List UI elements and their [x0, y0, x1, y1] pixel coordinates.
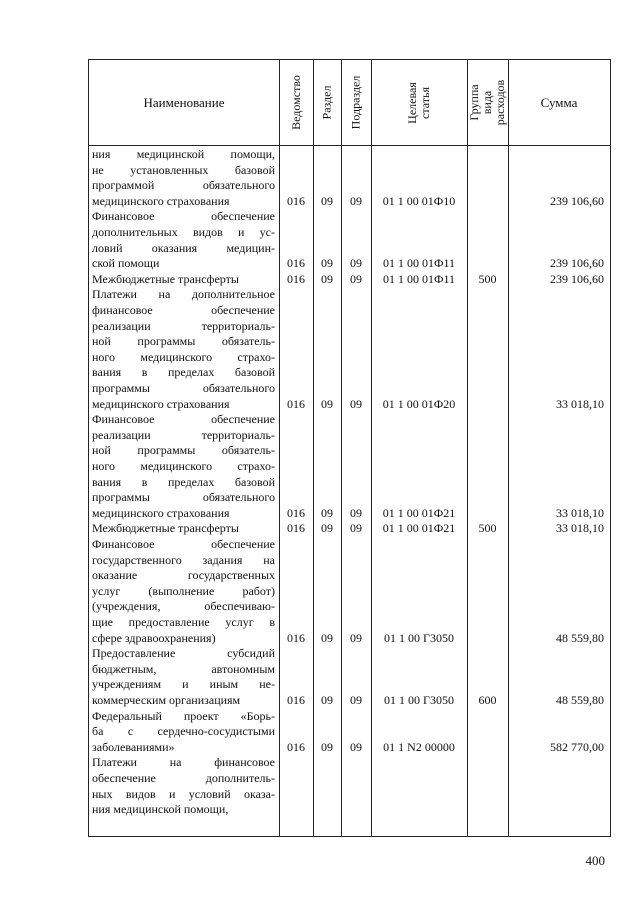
row-vedomstvo: 016 [287, 271, 305, 286]
row-name-line: ной программы обязатель- [92, 443, 275, 458]
row-razdel: 09 [321, 693, 333, 707]
row-summa: 48 559,80 [556, 693, 604, 707]
row-name-line: бюджетным, автономным [92, 661, 275, 676]
row-name [92, 209, 275, 271]
row-summa: 239 106,60 [550, 256, 604, 271]
row-name [92, 521, 275, 537]
row-name-line: ния медицинской помощи, [92, 802, 229, 817]
row-summa: 33 018,10 [556, 396, 604, 411]
row-name-line: щие предоставление услуг в [92, 614, 275, 629]
row-podrazdel: 09 [350, 693, 362, 707]
column-divider [371, 60, 372, 836]
row-name-line: медицинского страхования [92, 396, 230, 411]
row-name-line: заболеваниями» [92, 739, 175, 754]
row-name-line: Финансовое обеспечение [92, 209, 275, 224]
row-podrazdel: 09 [350, 505, 362, 520]
header-divider [89, 145, 610, 146]
row-name-line: программой обязательного [92, 178, 275, 193]
column-divider [467, 60, 468, 836]
row-name-line: обеспечение дополнитель- [92, 770, 275, 785]
row-name-line: медицинского страхования [92, 193, 230, 208]
row-summa: 33 018,10 [556, 505, 604, 520]
row-name [92, 709, 275, 756]
row-celevaya-statya: 01 1 00 01Ф21 [382, 521, 456, 536]
row-vedomstvo: 016 [287, 521, 305, 536]
row-name-line: ба с сердечно-сосудистыми [92, 724, 275, 739]
row-name-line: учреждениям и иным не- [92, 677, 275, 692]
row-name-line: сфере здравоохранения) [92, 630, 216, 645]
row-name-line: ных видов и условий оказа- [92, 786, 275, 801]
row-vedomstvo: 016 [287, 193, 305, 208]
column-divider [279, 60, 280, 836]
row-name-line: дополнительных видов и ус- [92, 224, 275, 239]
row-name-line: государственного задания на [92, 552, 275, 567]
row-celevaya-statya: 01 1 00 01Ф10 [382, 193, 456, 208]
budget-table [88, 59, 611, 837]
row-podrazdel: 09 [350, 271, 362, 286]
row-name-line: услуг (выполнение работ) [92, 583, 275, 598]
row-podrazdel: 09 [350, 739, 362, 754]
row-name-line: Межбюджетные трансферты [92, 521, 239, 536]
row-name [92, 147, 275, 209]
row-name-line: Платежи на дополнительное [92, 287, 275, 302]
row-vedomstvo: 016 [287, 396, 305, 411]
row-celevaya-statya: 01 1 00 01Ф11 [382, 271, 456, 286]
row-name [92, 755, 275, 817]
column-divider [508, 60, 509, 836]
column-divider [341, 60, 342, 836]
row-podrazdel: 09 [350, 521, 362, 536]
row-name [92, 287, 275, 412]
column-divider [313, 60, 314, 836]
row-name-line: программы обязательного [92, 490, 275, 505]
row-vedomstvo: 016 [287, 505, 305, 520]
row-summa: 33 018,10 [556, 521, 604, 536]
row-name [92, 646, 275, 708]
row-summa: 582 770,00 [550, 739, 604, 754]
row-gruppa: 600 [478, 693, 497, 707]
row-name-line: ного медицинского страхо- [92, 349, 275, 364]
row-name-line: реализации территориаль- [92, 318, 275, 333]
row-name-line: Предоставление субсидий [92, 646, 275, 661]
header-vedomstvo: Ведомство [288, 75, 303, 130]
row-razdel: 09 [321, 630, 333, 645]
row-razdel: 09 [321, 521, 333, 536]
row-vedomstvo: 016 [287, 739, 305, 754]
row-razdel: 09 [321, 271, 333, 286]
row-name-line: ного медицинского страхо- [92, 458, 275, 473]
row-razdel: 09 [321, 193, 333, 208]
row-name-line: Платежи на финансовое [92, 755, 275, 770]
row-name-line: коммерческим организациям [92, 692, 241, 707]
row-name-line: вания в пределах базовой [92, 365, 275, 380]
row-summa: 239 106,60 [550, 271, 604, 286]
row-name-line: вания в пределах базовой [92, 474, 275, 489]
row-celevaya-statya: 01 1 00 Г3050 [384, 630, 454, 645]
row-name-line: программы обязательного [92, 380, 275, 395]
row-vedomstvo: 016 [287, 693, 305, 707]
row-name-line: Финансовое обеспечение [92, 412, 275, 427]
row-name-line: Межбюджетные трансферты [92, 271, 239, 286]
row-summa: 48 559,80 [556, 630, 604, 645]
row-podrazdel: 09 [350, 193, 362, 208]
row-celevaya-statya: 01 1 N2 00000 [383, 739, 455, 754]
header-summa: Сумма [540, 94, 578, 110]
row-gruppa: 500 [478, 521, 497, 536]
row-gruppa: 500 [478, 271, 497, 286]
row-name-line: Федеральный проект «Борь- [92, 708, 275, 723]
header-gruppa-vida-rashodov: Группа вида расходов [467, 79, 507, 126]
row-podrazdel: 09 [350, 630, 362, 645]
row-name-line: не установленных базовой [92, 162, 275, 177]
header-celevaya-statya: Целевая статья [405, 81, 432, 124]
page-number: 400 [585, 853, 605, 868]
row-celevaya-statya: 01 1 00 01Ф11 [382, 256, 456, 271]
row-name-line: (учреждения, обеспечиваю- [92, 599, 275, 614]
row-name-line: медицинского страхования [92, 505, 230, 520]
row-name-line: оказание государственных [92, 568, 275, 583]
row-name [92, 272, 275, 288]
row-summa: 239 106,60 [550, 193, 604, 208]
row-vedomstvo: 016 [287, 256, 305, 271]
row-razdel: 09 [321, 739, 333, 754]
header-name: Наименование [143, 94, 225, 110]
row-vedomstvo: 016 [287, 630, 305, 645]
row-celevaya-statya: 01 1 00 Г3050 [384, 693, 454, 707]
row-name-line: Финансовое обеспечение [92, 537, 275, 551]
row-name-line: реализации территориаль- [92, 427, 275, 442]
row-name-line: ской помощи [92, 256, 160, 271]
row-razdel: 09 [321, 256, 333, 271]
header-podrazdel: Подраздел [348, 75, 363, 130]
row-podrazdel: 09 [350, 256, 362, 271]
row-razdel: 09 [321, 505, 333, 520]
row-celevaya-statya: 01 1 00 01Ф21 [382, 505, 456, 520]
row-name-line: ния медицинской помощи, [92, 147, 275, 161]
row-celevaya-statya: 01 1 00 01Ф20 [382, 396, 456, 411]
row-name-line: ловий оказания медицин- [92, 240, 275, 255]
row-podrazdel: 09 [350, 396, 362, 411]
row-name [92, 412, 275, 521]
row-name-line: финансовое обеспечение [92, 302, 275, 317]
row-name [92, 537, 275, 646]
row-razdel: 09 [321, 396, 333, 411]
header-razdel: Раздел [319, 85, 334, 120]
row-name-line: ной программы обязатель- [92, 334, 275, 349]
